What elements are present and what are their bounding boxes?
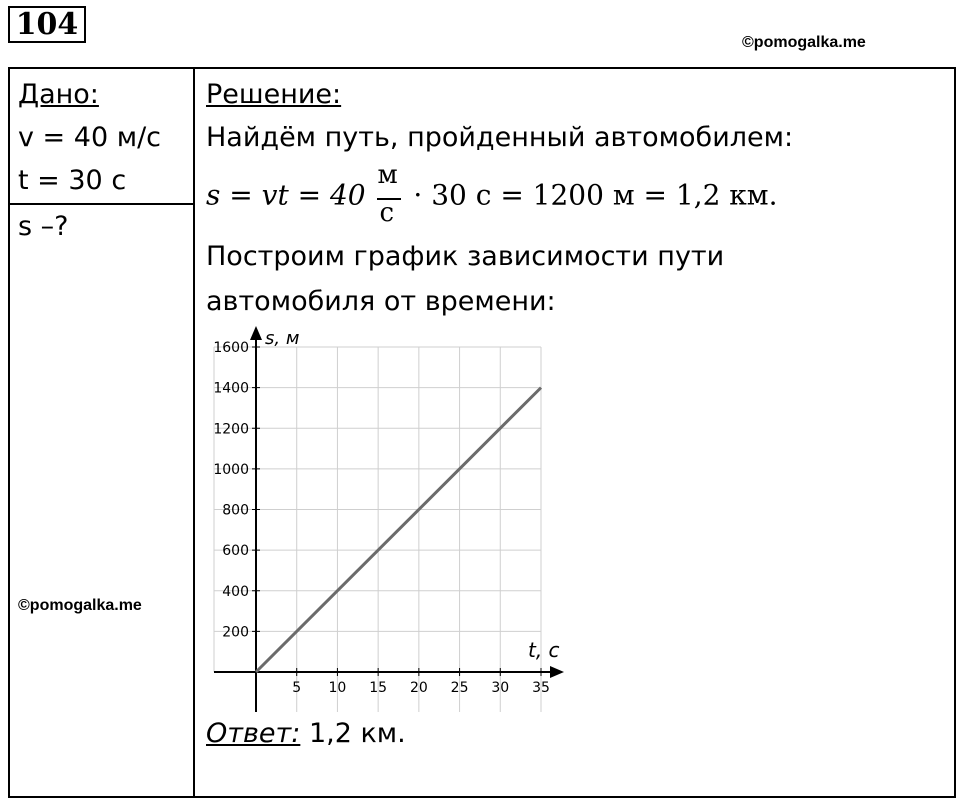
- x-tick-label: 25: [450, 680, 469, 696]
- y-axis-label: s, м: [265, 328, 300, 349]
- y-tick-label: 200: [222, 624, 249, 641]
- x-tick-label: 15: [369, 680, 388, 696]
- y-tick-label: 600: [222, 543, 249, 560]
- fraction-denominator: с: [379, 198, 395, 228]
- x-axis-arrow: [550, 666, 564, 678]
- answer-line: [206, 718, 406, 750]
- plot-intro-line2: автомобиля от времени:: [206, 286, 556, 317]
- x-tick-label: 10: [328, 680, 347, 696]
- fraction-numerator: м: [377, 160, 398, 190]
- answer-label: Ответ:: [206, 718, 301, 749]
- given-title: Дано:: [18, 79, 99, 110]
- problem-number: 104: [8, 6, 86, 43]
- given-velocity: v = 40 м/с: [18, 122, 162, 153]
- x-tick-label: 5: [292, 680, 302, 696]
- y-tick-label: 1200: [213, 421, 249, 438]
- x-tick-label: 20: [409, 680, 428, 696]
- series-line: [256, 388, 541, 672]
- y-axis-arrow: [250, 326, 262, 340]
- x-tick-label: 30: [491, 680, 510, 696]
- given-time: t = 30 с: [18, 165, 127, 196]
- find-distance: s –?: [18, 211, 69, 242]
- formula-left: s = vt = 40: [206, 178, 366, 212]
- watermark-top: ©pomogalka.me: [742, 34, 866, 51]
- y-tick-label: 1400: [213, 380, 249, 397]
- solution-intro: Найдём путь, пройденный автомобилем:: [206, 122, 794, 153]
- plot-intro-line1: Построим график зависимости пути: [206, 241, 725, 272]
- y-tick-label: 1600: [213, 340, 249, 356]
- x-axis-label: t, с: [528, 638, 560, 662]
- y-tick-label: 400: [222, 583, 249, 600]
- formula-right: · 30 с = 1200 м = 1,2 км.: [413, 178, 778, 212]
- x-tick-label: 35: [532, 680, 550, 696]
- answer-value: 1,2 км.: [308, 718, 406, 749]
- y-tick-label: 800: [222, 502, 249, 519]
- y-tick-label: 1000: [213, 461, 249, 478]
- watermark-side: ©pomogalka.me: [18, 597, 142, 614]
- solution-title: Решение:: [206, 79, 342, 110]
